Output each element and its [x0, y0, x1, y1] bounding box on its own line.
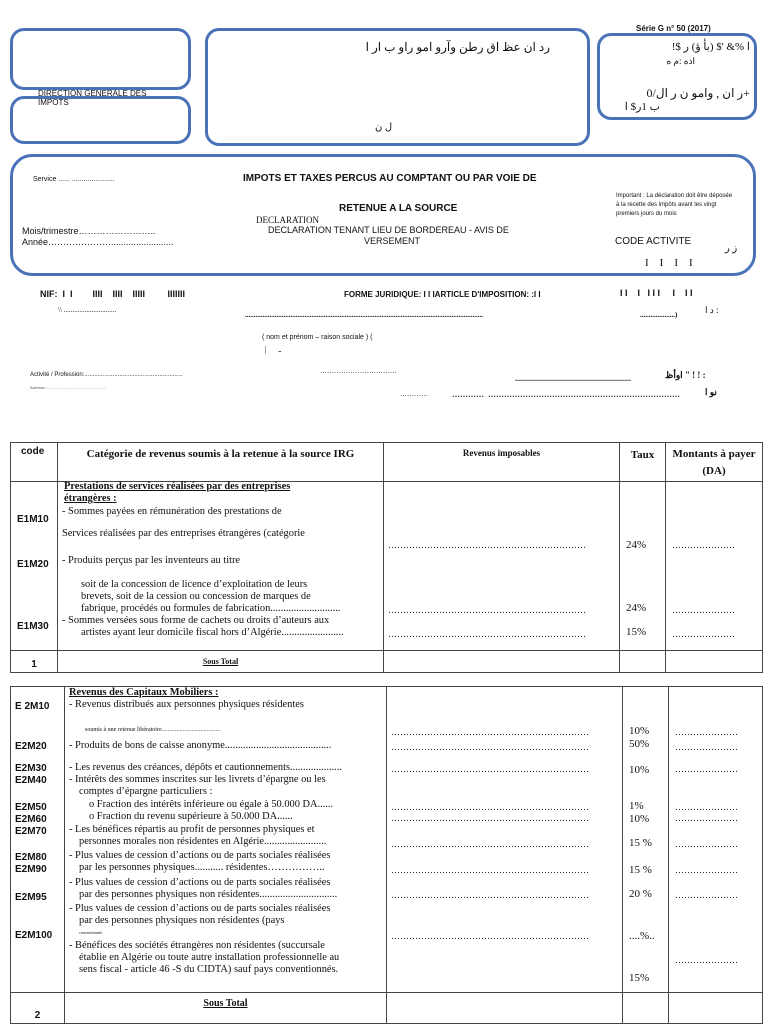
rate-e1m20: 24% [626, 602, 647, 614]
revenue-input-e2m90[interactable]: ………………………………………………………… [391, 890, 589, 900]
amount-input-e2m50[interactable]: ………………… [675, 802, 738, 812]
arabic-code-label: ز ر [725, 243, 738, 254]
section1-line: artistes ayant leur domicile fiscal hors d’Algérie........................ [81, 627, 344, 638]
amount-input-e2m100[interactable]: ………………… [675, 955, 738, 965]
arabic-activite-label: اوأظ " ! ! : [665, 370, 706, 380]
section1-line: Services réalisées par des entreprises étrangères (catégorie [62, 528, 305, 539]
revenue-input-e2m80[interactable]: ………………………………………………………… [391, 865, 589, 875]
amount-input-e2m20[interactable]: ………………… [675, 742, 738, 752]
dots-small: ………… [400, 390, 428, 398]
code-e1m10: E1M10 [17, 514, 49, 525]
adresse-field[interactable]: Adresse :..................................................... [30, 385, 106, 390]
section2-line: - Intérêts des sommes inscrites sur les livrets d’épargne ou les [69, 774, 326, 785]
decl-title-line2: RETENUE A LA SOURCE [339, 203, 458, 214]
arabic-box3-line4: ب 1ر$ ا [624, 101, 660, 113]
section2-line: - Les bénéfices répartis au profit de personnes physiques et [69, 824, 315, 835]
revenue-input-e2m50[interactable]: ………………………………………………………… [391, 802, 589, 812]
serie-text: Série G n° 50 (2017) [636, 24, 711, 33]
section1-line: - Produits perçus par les inventeurs au titre [62, 555, 241, 566]
section2-line: - Les revenus des créances, dépôts et cautionnements.................... [69, 762, 342, 773]
section2-line: sens fiscal - article 46 -S du CIDTA) sauf pays conventionnés. [79, 964, 339, 975]
code-e2m20: E2M20 [15, 741, 47, 752]
code-e2m80: E2M80 [15, 852, 47, 863]
section1-subtotal-row [11, 651, 763, 673]
amount-input-e1m20[interactable]: ………………… [672, 605, 735, 615]
bordereau-line1: DECLARATION TENANT LIEU DE BORDEREAU - AVIS DE [268, 225, 509, 235]
section2-line: o Fraction des intérêts inférieure ou égale à 50.000 DA...... [89, 799, 334, 810]
header-box-left-top [10, 28, 191, 90]
section2-line: - Bénéfices des sociétés étrangères non résidentes (succursale [69, 940, 325, 951]
dots-left: \\ .............................. [58, 306, 117, 314]
rate-e2m100: 15% [629, 972, 650, 984]
code-e2m40: E2M40 [15, 775, 47, 786]
rate-e2m60: 10% [629, 813, 650, 825]
arabic-box3-line3: +ر ان , وامو ن ر ال/0 [646, 86, 750, 100]
code-e2m70: E2M70 [15, 826, 47, 837]
revenue-input-e1m30[interactable]: ………………………………………………………… [388, 629, 586, 639]
header-montants: Montants à payer (DA) [672, 448, 756, 477]
amount-input-e2m10[interactable]: ………………… [675, 727, 738, 737]
amount-input-e1m10[interactable]: ………………… [672, 540, 735, 550]
section1-line: - Sommes versées sous forme de cachets ou droits d’auteurs aux [62, 615, 330, 626]
revenue-input-e1m10[interactable]: ………………………………………………………… [388, 540, 586, 550]
revenue-input-e2m70[interactable]: ………………………………………………………… [391, 839, 589, 849]
rate-e2m80: 15 % [629, 864, 652, 876]
section1-line: fabrique, procédés ou formules de fabrication........................... [81, 603, 341, 614]
declaration-label: DECLARATION [256, 215, 319, 225]
rate-e2m95: ....%.. [629, 930, 655, 942]
dots-mid: ........................................................................................................................................ [245, 311, 483, 319]
header-taux: Taux [630, 449, 655, 461]
header-revenus: Revenus imposables [462, 448, 541, 458]
arabic-small: ل ن [375, 122, 393, 133]
annee-field[interactable]: Année…………………......................... [22, 237, 174, 247]
section1-line: - Sommes payées en rémunération des prestations de [62, 506, 282, 517]
revenue-input-e2m20[interactable]: ………………………………………………………… [391, 742, 589, 752]
nom-arabic-mark: | ـ [265, 345, 281, 354]
code-e2m100: E2M100 [15, 930, 53, 941]
table-header-row [11, 443, 763, 482]
rate-e2m70: 15 % [629, 837, 652, 849]
rate-e2m50: 1% [629, 800, 644, 812]
header-code: code [21, 446, 45, 457]
subtotal-label-2: Sous Total [203, 998, 248, 1009]
right-ticks-field[interactable]: I I I I I I I I I [620, 288, 693, 298]
bordereau-line2: VERSEMENT [364, 236, 421, 246]
amount-input-e2m60[interactable]: ………………… [675, 813, 738, 823]
revenue-input-e2m30[interactable]: ………………………………………………………… [391, 764, 589, 774]
code-e2m50: E2M50 [15, 802, 47, 813]
amount-input-e1m30[interactable]: ………………… [672, 629, 735, 639]
code-activite-ticks[interactable]: I I I I [645, 257, 693, 269]
dots-right: ....................) [640, 311, 678, 319]
code-e2m30: E2M30 [15, 763, 47, 774]
arabic-box3-line2: اذه :م ه [666, 56, 695, 66]
section1-title: Prestations de services réalisées par des entreprises étrangères : [64, 481, 291, 504]
section1-table [10, 442, 763, 673]
section1-line: soit de la concession de licence d’exploitation de leurs [81, 579, 308, 590]
rate-e2m10: 10% [629, 725, 650, 737]
service-label: Service ...... ...................... [33, 176, 115, 183]
revenue-input-e1m20[interactable]: ………………………………………………………… [388, 605, 586, 615]
section2-line: - Plus values de cession d’actions ou de parts sociales réalisées [69, 903, 331, 914]
dots-activite-mid: …………………………… [320, 367, 397, 375]
section2-body-row [11, 687, 763, 993]
section2-line: par les personnes physiques........... résidentes…………….. [79, 862, 325, 873]
rate-e2m20: 50% [629, 738, 650, 750]
code-e2m60: E2M60 [15, 814, 47, 825]
section1-line: brevets, soit de la cession ou concession de marques de [81, 591, 311, 602]
arabic-right-label: د ا : [705, 305, 719, 315]
revenue-input-e2m10[interactable]: ………………………………………………………… [391, 727, 589, 737]
nif-field[interactable]: NIF: I I IIII IIII IIIII IIIIIII [40, 289, 186, 299]
section2-line: - Produits de bons de caisse anonyme......................................... [69, 740, 332, 751]
section2-line: conventionnés [79, 930, 103, 935]
forme-juridique-field[interactable]: FORME JURIDIQUE: I I IARTICLE D'IMPOSITION: :I I [344, 290, 541, 299]
nom-raison-sociale-label: ( nom et prénom – raison sociale ) ( [262, 334, 373, 341]
direction-generale-label: DIRECTION GENERALE DES IMPOTS [38, 89, 147, 107]
section2-line: établie en Algérie ou toute autre installation professionnelle au [79, 952, 340, 963]
code-activite-label: CODE ACTIVITE [615, 236, 692, 247]
decl-title-line1: IMPOTS ET TAXES PERCUS AU COMPTANT OU PAR VOIE DE [243, 173, 537, 184]
code-e2m90: E2M90 [15, 864, 47, 875]
section2-line: - Plus values de cession d’actions ou de parts sociales réalisées [69, 877, 331, 888]
section2-line: - Revenus distribués aux personnes physiques résidentes [69, 699, 304, 710]
code-e2m95: E2M95 [15, 892, 47, 903]
section1-body-row [11, 482, 763, 651]
subtotal-label-1: Sous Total [202, 657, 239, 666]
code-e2m10: E 2M10 [15, 701, 50, 712]
section2-line: par des personnes physiques non résidentes (pays [79, 915, 285, 926]
mois-trimestre-field[interactable]: Mois/trimestre…………………….. [22, 226, 156, 236]
rate-e2m30: 10% [629, 764, 650, 776]
amount-input-e2m70[interactable]: ………………… [675, 839, 738, 849]
amount-input-e2m90[interactable]: ………………… [675, 890, 738, 900]
code-e1m30: E1M30 [17, 621, 49, 632]
section2-title: Revenus des Capitaux Mobiliers : [69, 687, 219, 698]
arabic-box3-line1: ا %& '$ (بأ ؤ) ر $! [671, 41, 750, 53]
rate-e1m10: 24% [626, 539, 647, 551]
section2-line: par des personnes physiques non résidentes.............................. [79, 889, 338, 900]
amount-input-e2m80[interactable]: ………………… [675, 865, 738, 875]
code-e1m20: E1M20 [17, 559, 49, 570]
rate-e2m90: 20 % [629, 888, 652, 900]
subtotal-number-1: 1 [31, 659, 37, 670]
dots-adresse: ………… ……………………………………………………………… [452, 390, 680, 399]
section2-line: comptes d’épargne particuliers : [79, 786, 213, 797]
subtotal-number-2: 2 [34, 1010, 41, 1021]
revenue-input-e2m95[interactable]: ………………………………………………………… [391, 931, 589, 941]
dots-activite-right: .......................................................... [515, 374, 631, 383]
section2-line: personnes morales non résidentes en Algérie........................ [79, 836, 327, 847]
amount-input-e2m30[interactable]: ………………… [675, 764, 738, 774]
section2-subtotal-row [11, 993, 763, 1024]
arabic-title: رد ان عظ اق رطن وآرو امو راو ب ار ا [365, 40, 550, 54]
section2-line: o Fraction du revenu supérieure à 50.000 DA...... [89, 811, 293, 822]
arabic-adresse-label: نو ا [705, 387, 717, 397]
important-note: Important : La déclaration doit être déposée à la recette des impôts avant les vingt premiers jours du mois [616, 193, 733, 217]
section2-line: - Plus values de cession d’actions ou de parts sociales réalisées [69, 850, 331, 861]
header-categorie: Catégorie de revenus soumis à la retenue à la source IRG [86, 448, 355, 460]
section2-line: soumis à une retenue libératoire....................................... [85, 727, 221, 733]
activite-field[interactable]: Activité / Profession:........................................................... [30, 372, 183, 378]
section2-table [10, 686, 763, 1024]
revenue-input-e2m60[interactable]: ………………………………………………………… [391, 813, 589, 823]
serie-label [636, 24, 711, 33]
rate-e1m30: 15% [626, 626, 647, 638]
